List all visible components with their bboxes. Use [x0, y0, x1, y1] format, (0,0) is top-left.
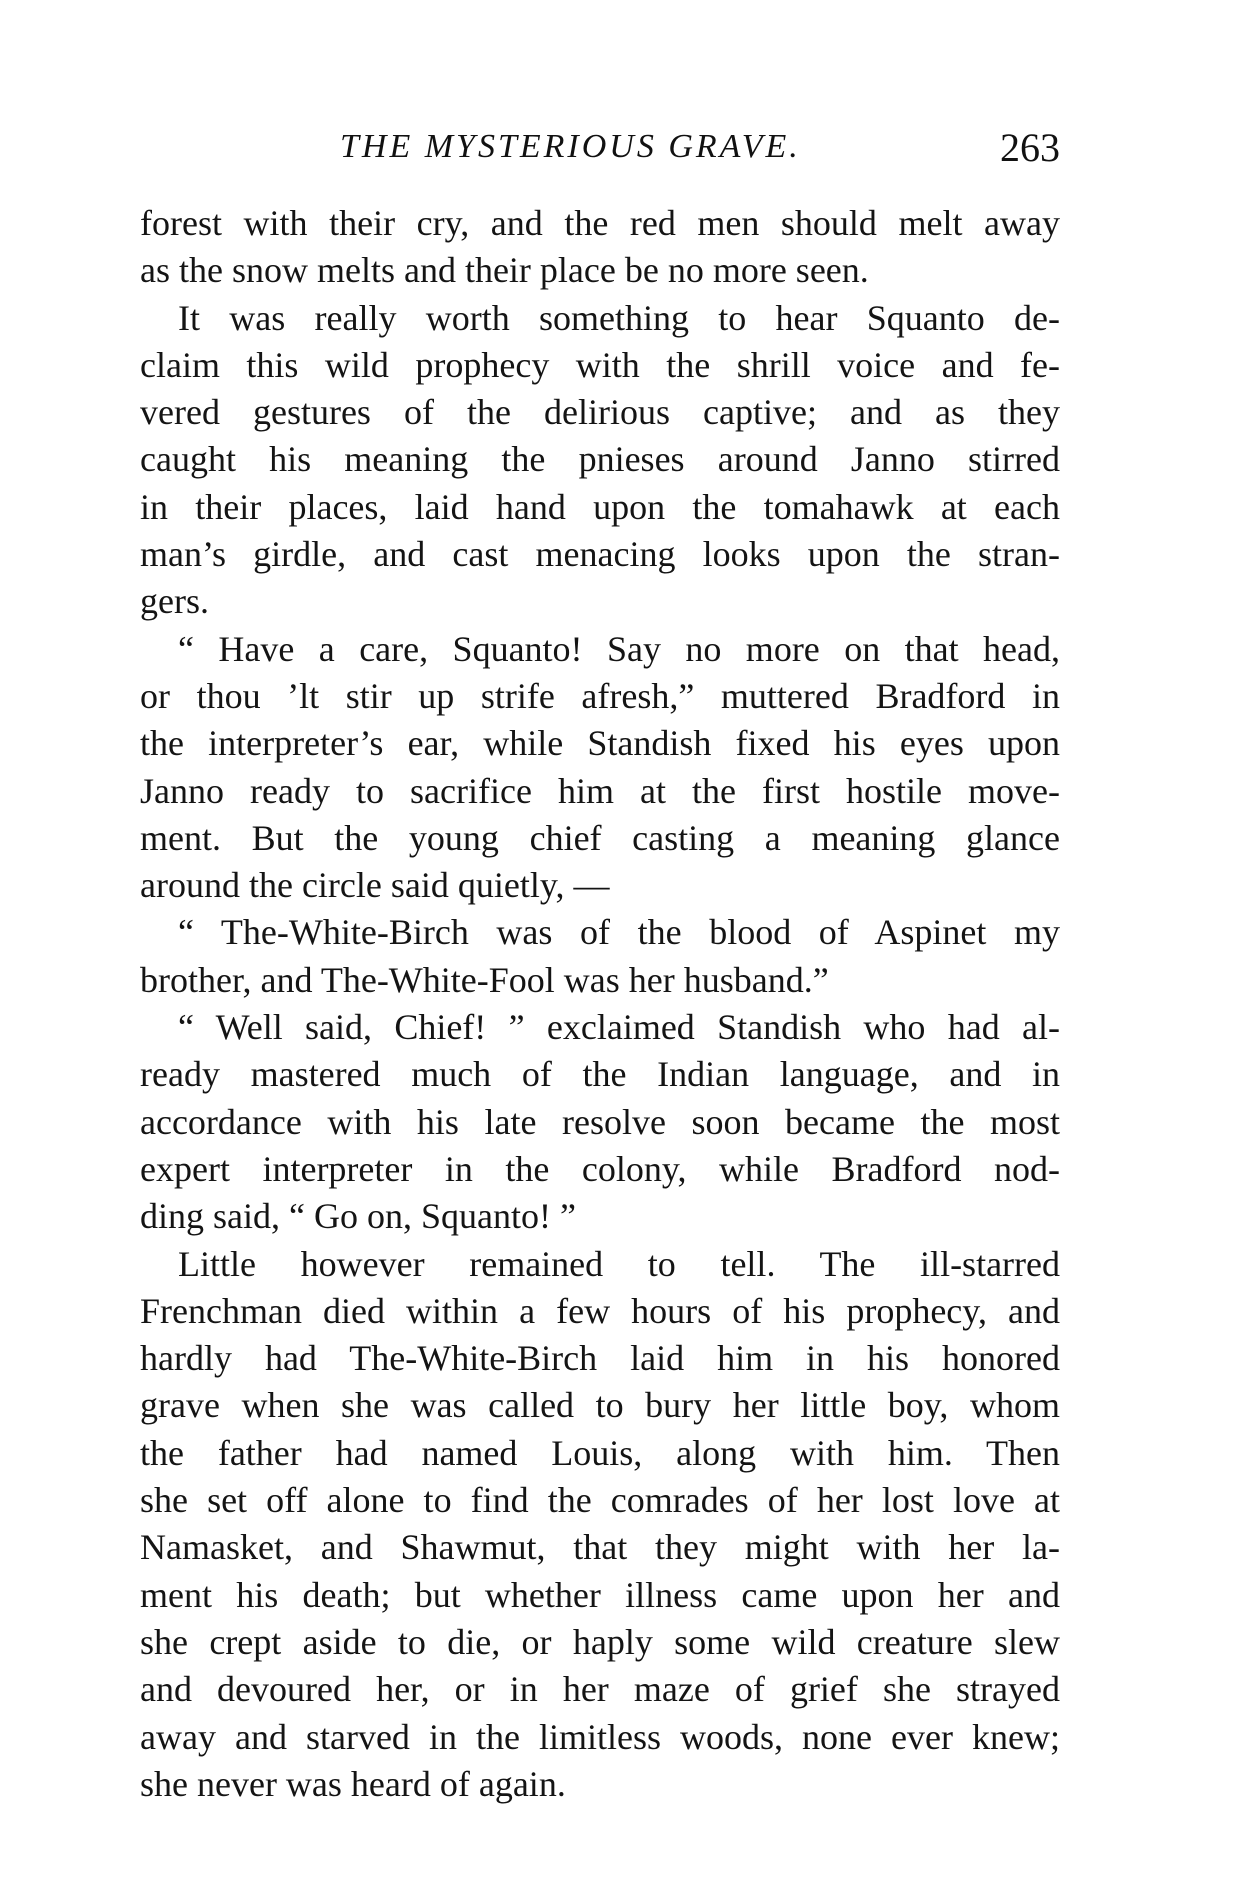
- text-line: Frenchman died within a few hours of his prophecy, and: [140, 1290, 1060, 1331]
- text-line: the interpreter’s ear, while Standish fixed his eyes upon: [140, 723, 1060, 764]
- text-line: hardly had The-White-Birch laid him in his honored: [140, 1338, 1060, 1379]
- text-line: ment his death; but whether illness came upon her and: [140, 1574, 1060, 1615]
- text-line: caught his meaning the pnieses around Janno stirred: [140, 439, 1060, 480]
- text-line: claim this wild prophecy with the shrill voice and fe-: [140, 344, 1060, 385]
- text-line: “ Have a care, Squanto! Say no more on that head,: [178, 628, 1060, 669]
- text-line: “ The-White-Birch was of the blood of Aspinet my: [178, 912, 1060, 953]
- running-title: THE MYSTERIOUS GRAVE.: [340, 128, 801, 165]
- text-line: vered gestures of the delirious captive; and as they: [140, 392, 1060, 433]
- text-line: brother, and The-White-Fool was her husband.”: [140, 959, 829, 1000]
- text-line: expert interpreter in the colony, while Bradford nod-: [140, 1148, 1060, 1189]
- text-line: ment. But the young chief casting a meaning glance: [140, 817, 1060, 858]
- page-number: 263: [1000, 125, 1060, 170]
- text-line: forest with their cry, and the red men should melt away: [140, 203, 1060, 243]
- text-line: ding said, “ Go on, Squanto! ”: [140, 1196, 576, 1237]
- text-line: she crept aside to die, or haply some wild creature slew: [140, 1621, 1060, 1662]
- text-line: or thou ’lt stir up strife afresh,” muttered Bradford in: [140, 675, 1060, 716]
- text-line: away and starved in the limitless woods, none ever knew;: [140, 1716, 1060, 1757]
- text-line: Little however remained to tell. The ill-starred: [178, 1243, 1060, 1284]
- text-line: accordance with his late resolve soon became the most: [140, 1101, 1060, 1142]
- running-head: [140, 125, 1060, 176]
- text-line: Namasket, and Shawmut, that they might with her la-: [140, 1527, 1060, 1568]
- text-line: man’s girdle, and cast menacing looks upon the stran-: [140, 534, 1060, 575]
- text-line: and devoured her, or in her maze of grief she strayed: [140, 1669, 1060, 1710]
- text-line: ready mastered much of the Indian language, and in: [140, 1054, 1060, 1095]
- text-line: “ Well said, Chief! ” exclaimed Standish who had al-: [178, 1007, 1060, 1048]
- text-line: gers.: [140, 581, 209, 622]
- text-line: she set off alone to find the comrades of her lost love at: [140, 1480, 1060, 1521]
- text-line: in their places, laid hand upon the tomahawk at each: [140, 486, 1060, 527]
- text-line: Janno ready to sacrifice him at the first hostile move-: [140, 770, 1060, 811]
- text-line: around the circle said quietly, —: [140, 865, 610, 906]
- text-line: It was really worth something to hear Squanto de-: [178, 297, 1060, 338]
- text-line: she never was heard of again.: [140, 1763, 566, 1804]
- text-line: as the snow melts and their place be no more seen.: [140, 250, 869, 291]
- text-line: the father had named Louis, along with him. Then: [140, 1432, 1060, 1473]
- body-text: [140, 200, 1060, 1808]
- text-line: grave when she was called to bury her little boy, whom: [140, 1385, 1060, 1426]
